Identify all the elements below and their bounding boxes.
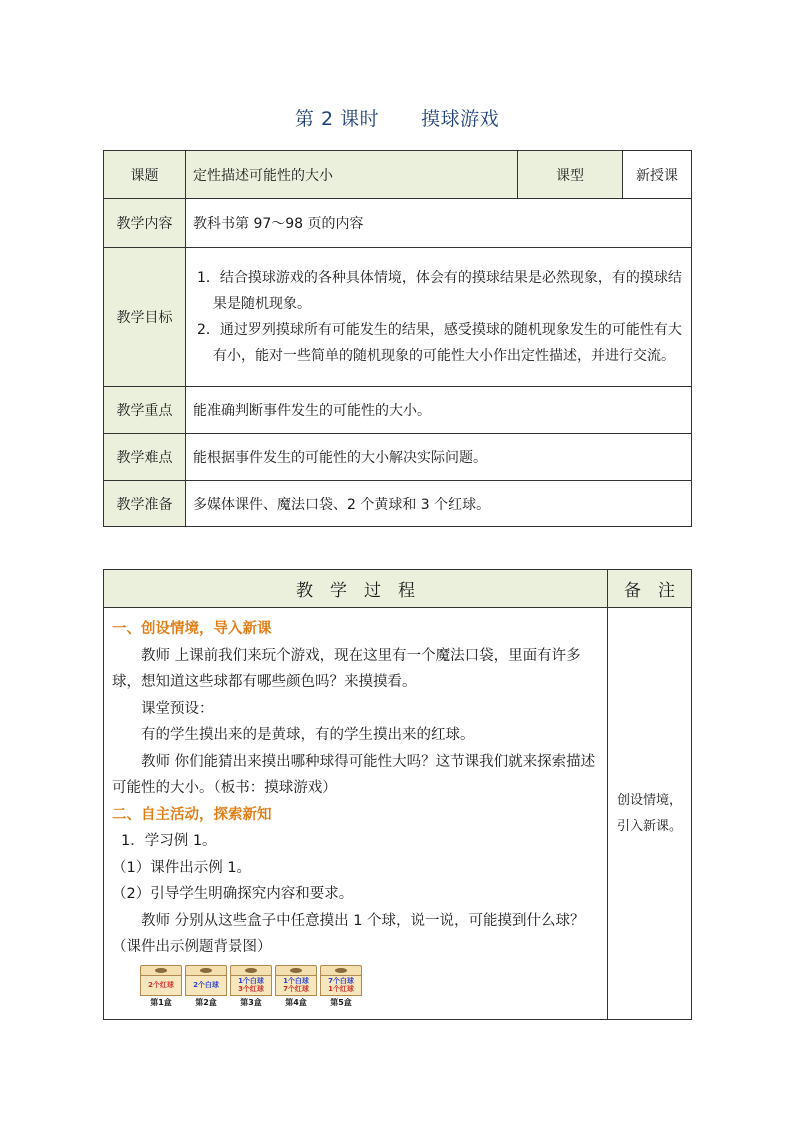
section-heading-1: 一、创设情境，导入新课 bbox=[112, 621, 272, 637]
box-label bbox=[230, 975, 272, 996]
example-box-3 bbox=[230, 965, 272, 1008]
box-caption: 第5盒 bbox=[330, 997, 352, 1007]
goal-item-2: 2．通过罗列摸球所有可能发生的结果，感受摸球的随机现象发生的可能性有大有小，能对一些简单的随机现象的可能性大小作出定性描述，并进行交流。 bbox=[197, 322, 682, 364]
lesson-number: 第 2 课时 bbox=[294, 108, 380, 130]
goal-item-1: 1．结合摸球游戏的各种具体情境，体会有的摸球结果是必然现象，有的摸球结果是随机现象。 bbox=[197, 270, 682, 312]
box-label-line: 1个白球 bbox=[238, 977, 264, 985]
lesson-info-table bbox=[103, 150, 692, 527]
box-caption: 第3盒 bbox=[240, 997, 262, 1007]
box-label-line: 2个白球 bbox=[193, 981, 219, 989]
box-icon bbox=[185, 965, 227, 995]
example-box-1 bbox=[140, 965, 182, 1008]
example-box-2 bbox=[185, 965, 227, 1008]
process-header: 教 学 过 程 bbox=[104, 570, 608, 608]
box-icon bbox=[275, 965, 317, 995]
box-label-line: 1个红球 bbox=[328, 985, 354, 993]
example-box-5 bbox=[320, 965, 362, 1008]
paragraph-4: 教师 你们能猜出来摸出哪种球得可能性大吗？这节课我们就来探索描述可能性的大小。（板书：摸球游戏） bbox=[112, 753, 596, 796]
process-header-row bbox=[104, 570, 692, 608]
page-title bbox=[0, 104, 794, 131]
box-icon bbox=[140, 965, 182, 995]
row-content bbox=[104, 199, 692, 248]
row-key bbox=[104, 387, 692, 434]
box-label bbox=[275, 975, 317, 996]
goals-list bbox=[186, 248, 692, 387]
type-value: 新授课 bbox=[623, 151, 692, 199]
note-text: 创设情境，引入新课。 bbox=[616, 792, 682, 834]
box-caption: 第4盒 bbox=[285, 997, 307, 1007]
step-1-1: （1）课件出示例 1。 bbox=[112, 859, 252, 876]
box-label-line: 7个白球 bbox=[328, 977, 354, 985]
section-heading-2: 二、自主活动，探索新知 bbox=[112, 806, 272, 823]
example-boxes-figure bbox=[140, 965, 599, 1008]
process-content bbox=[104, 608, 608, 1020]
topic-label: 课题 bbox=[104, 151, 186, 199]
box-caption: 第1盒 bbox=[150, 997, 172, 1007]
difficulty-value: 能根据事件发生的可能性的大小解决实际问题。 bbox=[186, 434, 692, 481]
content-value: 教科书第 97～98 页的内容 bbox=[186, 199, 692, 248]
row-topic bbox=[104, 151, 692, 199]
box-label bbox=[320, 975, 362, 996]
box-icon bbox=[230, 965, 272, 995]
paragraph-5: 教师 分别从这些盒子中任意摸出 1 个球，说一说，可能摸到什么球？（课件出示例题背景图） bbox=[112, 912, 585, 955]
row-goals bbox=[104, 248, 692, 387]
box-label-line: 2个红球 bbox=[148, 981, 174, 989]
paragraph-3: 有的学生摸出来的是黄球，有的学生摸出来的红球。 bbox=[141, 727, 475, 743]
notes-cell bbox=[608, 608, 692, 1020]
difficulty-label: 教学难点 bbox=[104, 434, 186, 481]
goals-label: 教学目标 bbox=[104, 248, 186, 387]
box-label bbox=[140, 975, 182, 996]
row-difficulty bbox=[104, 434, 692, 481]
box-label-line: 3个红球 bbox=[238, 985, 264, 993]
row-prep bbox=[104, 481, 692, 527]
content-label: 教学内容 bbox=[104, 199, 186, 248]
box-icon bbox=[320, 965, 362, 995]
example-box-4 bbox=[275, 965, 317, 1008]
prep-label: 教学准备 bbox=[104, 481, 186, 527]
key-value: 能准确判断事件发生的可能性的大小。 bbox=[186, 387, 692, 434]
process-body-row bbox=[104, 608, 692, 1020]
step-1-2: （2）引导学生明确探究内容和要求。 bbox=[112, 886, 354, 902]
step-1: 1．学习例 1。 bbox=[121, 833, 217, 849]
prep-value: 多媒体课件、魔法口袋、2 个黄球和 3 个红球。 bbox=[186, 481, 692, 527]
teaching-process-table bbox=[103, 569, 692, 1020]
box-label-line: 1个白球 bbox=[283, 977, 309, 985]
paragraph-1: 教师 上课前我们来玩个游戏，现在这里有一个魔法口袋，里面有许多球，想知道这些球都有哪些颜色吗？来摸摸看。 bbox=[112, 647, 581, 690]
paragraph-2: 课堂预设： bbox=[141, 700, 214, 717]
box-caption: 第2盒 bbox=[195, 997, 217, 1007]
lesson-name: 摸球游戏 bbox=[421, 108, 500, 130]
key-label: 教学重点 bbox=[104, 387, 186, 434]
box-label bbox=[185, 975, 227, 996]
notes-header: 备 注 bbox=[608, 570, 692, 608]
type-label: 课型 bbox=[518, 151, 623, 199]
topic-value: 定性描述可能性的大小 bbox=[186, 151, 518, 199]
box-label-line: 7个红球 bbox=[283, 985, 309, 993]
